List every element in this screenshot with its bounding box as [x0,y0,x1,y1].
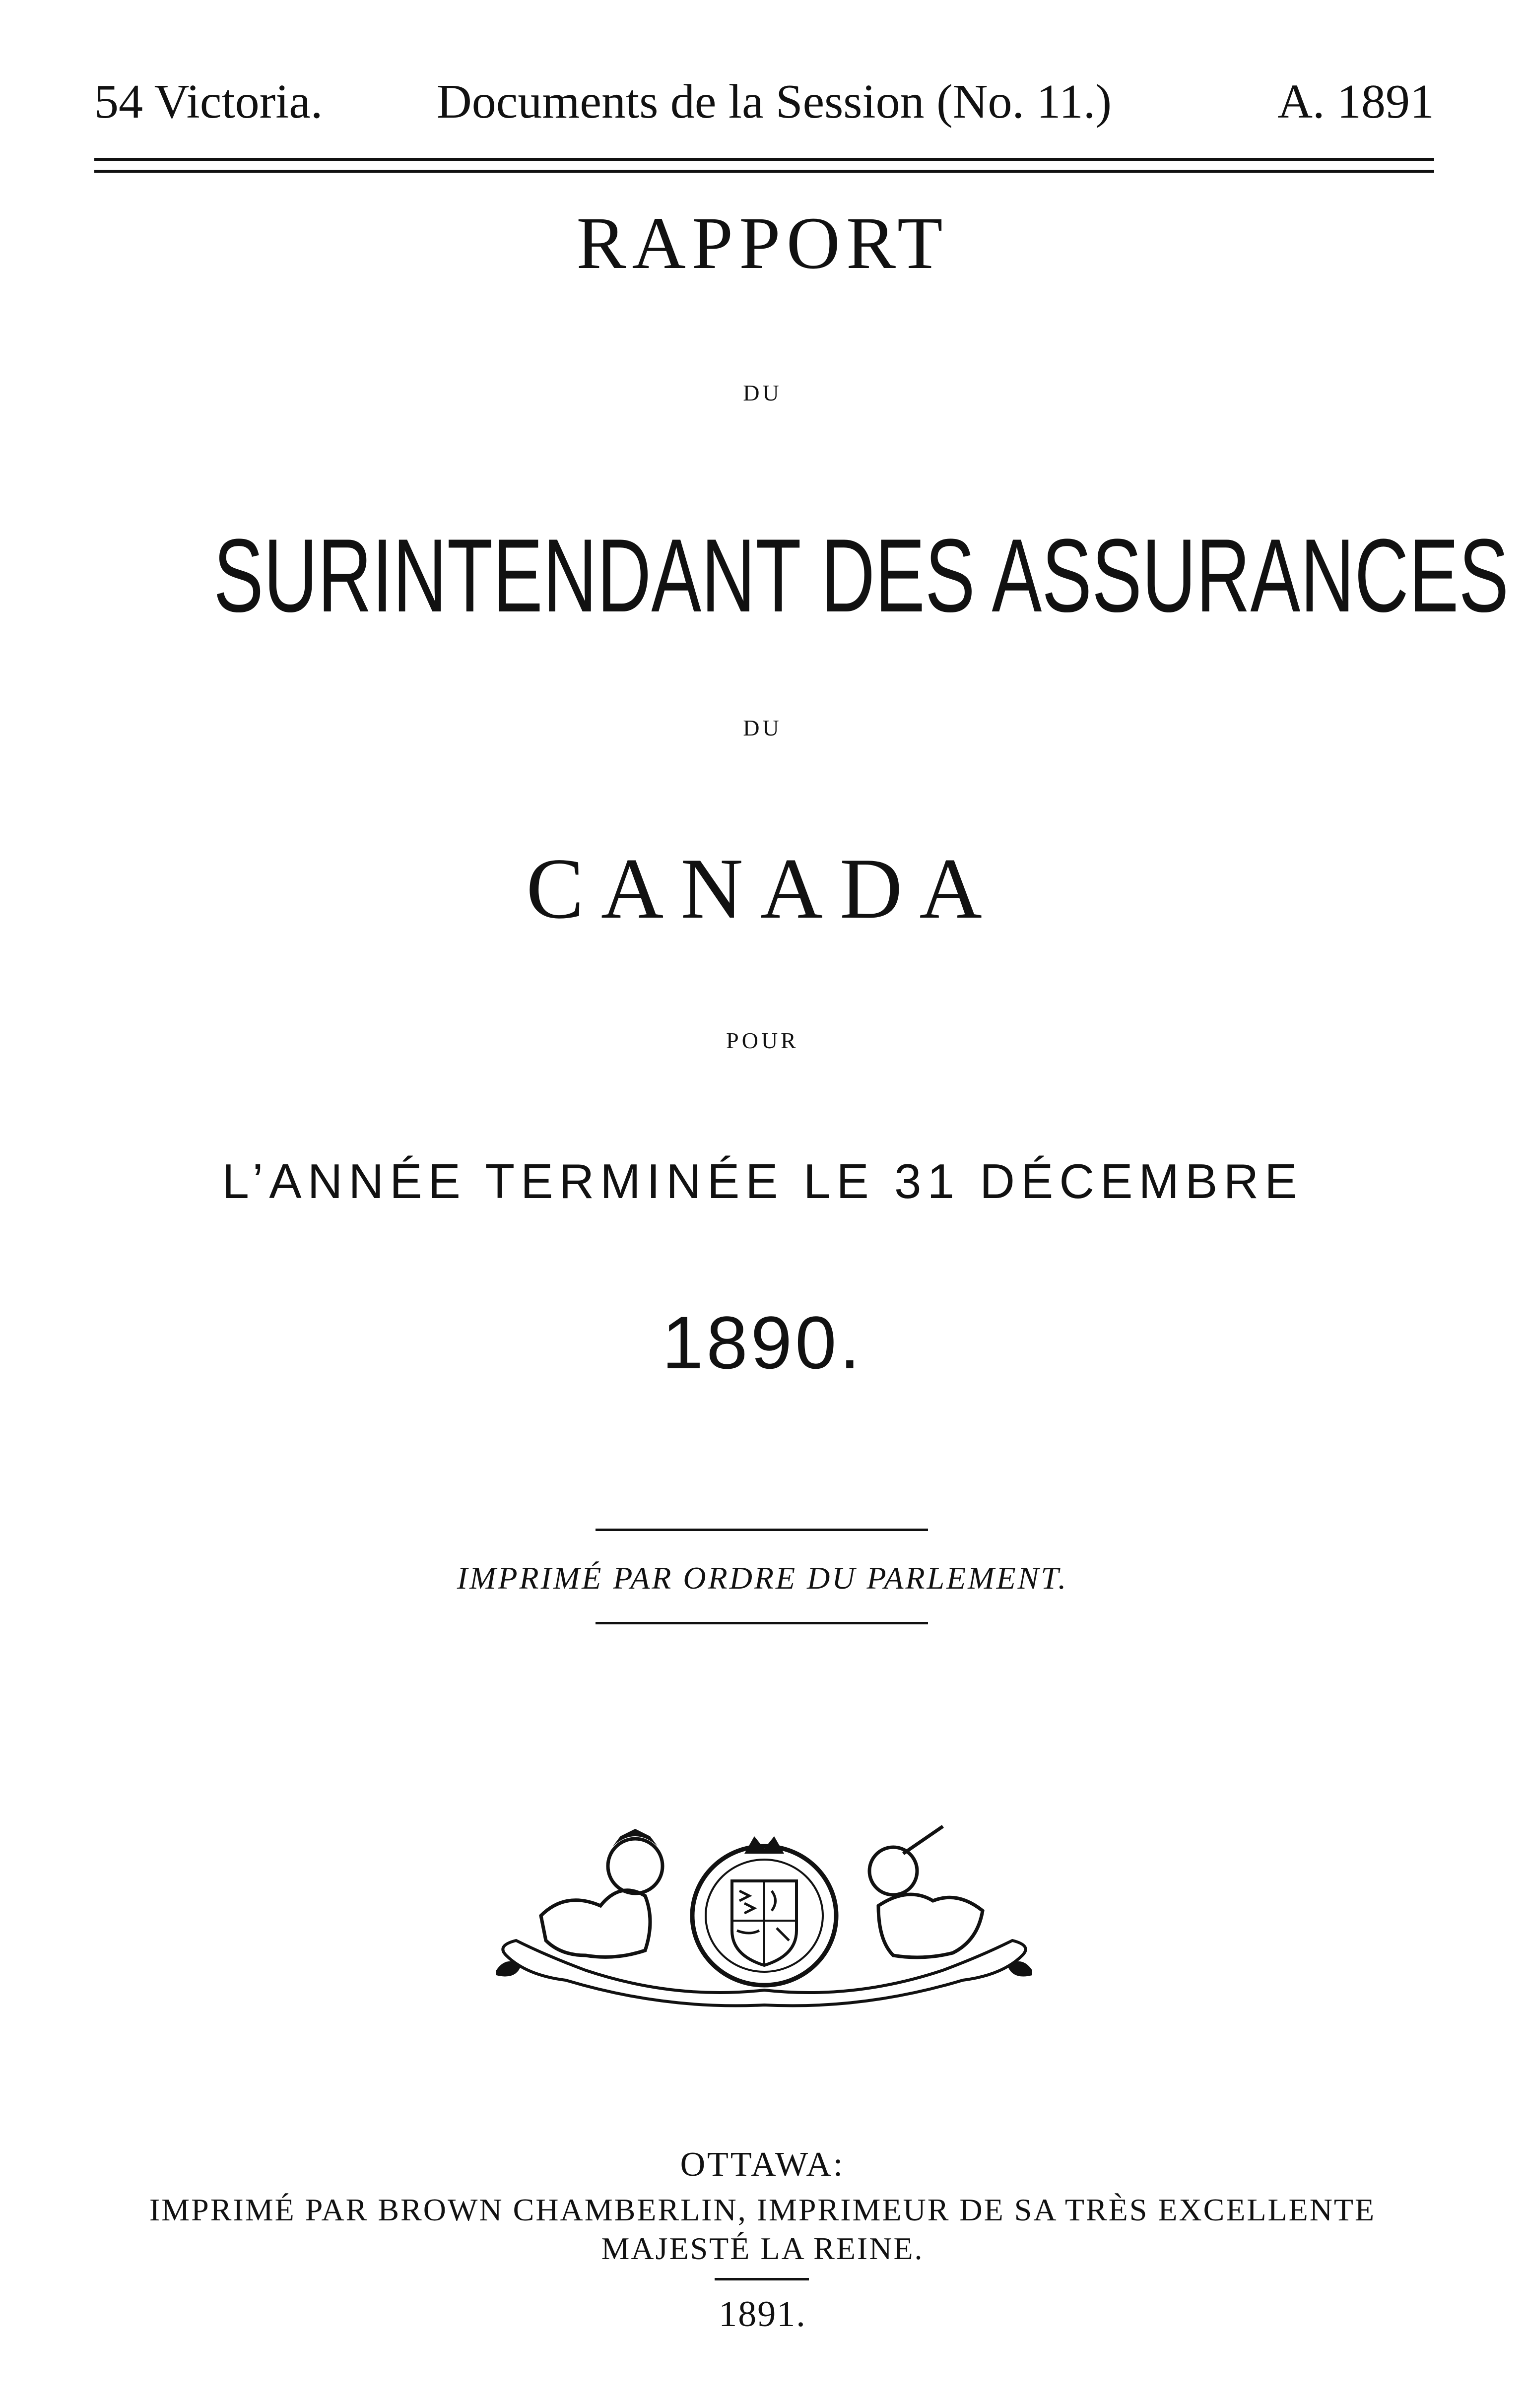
title-surintendant: SURINTENDANT DES ASSURANCES [213,517,1509,634]
title-connector-pour: POUR [726,1028,799,1053]
title-report-year: 1890. [662,1301,863,1384]
imprint-printer-line-1: IMPRIMÉ PAR BROWN CHAMBERLIN, IMPRIMEUR DE SA TRÈS EXCELLENTE [149,2192,1376,2227]
title-connector-du-1: DU [743,380,782,405]
order-rule-bottom [596,1622,928,1624]
title-year-ended: L’ANNÉE TERMINÉE LE 31 DÉCEMBRE [222,1154,1303,1208]
royal-coat-of-arms-icon [486,1806,1042,2015]
imprint-printer-line-2: MAJESTÉ LA REINE. [601,2231,924,2266]
imprint-year: 1891. [719,2294,806,2335]
order-rule-top [596,1529,928,1531]
title-canada: CANADA [526,840,999,936]
imprint-rule [715,2278,809,2280]
header-volume: 54 Victoria. [94,75,323,129]
order-note: IMPRIMÉ PAR ORDRE DU PARLEMENT. [457,1560,1068,1596]
running-header [94,69,1434,134]
header-session-documents: Documents de la Session (No. 11.) [437,75,1112,129]
title-rapport: RAPPORT [576,202,949,284]
header-double-rule [94,158,1434,178]
header-year: A. 1891 [1277,75,1434,129]
title-connector-du-2: DU [743,715,782,740]
imprint-city: OTTAWA: [680,2145,845,2184]
